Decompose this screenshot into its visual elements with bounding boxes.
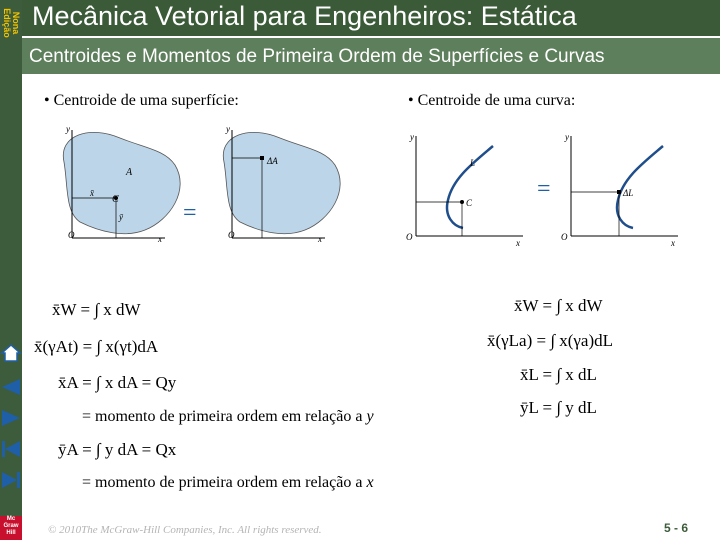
curve-shape-2 bbox=[617, 146, 663, 228]
area-shape-2 bbox=[223, 132, 340, 233]
note-3-var: y bbox=[366, 408, 374, 425]
fig2-da-label: ΔA bbox=[267, 156, 278, 166]
area-equation-4-note bbox=[82, 474, 374, 492]
curve-equals-sign: = bbox=[537, 176, 551, 202]
curve-equation-2: x̄(γLa) = ∫ x(γa)dL bbox=[487, 331, 614, 350]
edition-badge bbox=[0, 0, 22, 46]
slide-title: Mecânica Vetorial para Engenheiros: Estática bbox=[32, 1, 577, 31]
area-equation-4: ȳA = ∫ y dA = Qx bbox=[58, 440, 177, 459]
curve-fig2-x-label: x bbox=[671, 238, 675, 248]
curve-equation-3: x̄L = ∫ x dL bbox=[520, 365, 597, 384]
curve-fig2-o-label: O bbox=[561, 232, 568, 242]
slide-subtitle: Centroides e Momentos de Primeira Ordem de Superfícies e Curvas bbox=[29, 46, 605, 67]
curve-fig1-o-label: O bbox=[406, 232, 413, 242]
curve-fig1-c-label: C bbox=[466, 198, 473, 208]
fig1-xbar-label: x̄ bbox=[90, 188, 94, 198]
curve-fig1-l-label: L bbox=[470, 158, 476, 168]
curve-fig2-y-label: y bbox=[565, 132, 569, 142]
note-4-text: = momento de primeira ordem em relação a bbox=[82, 474, 363, 491]
curve-centroid-bullet: • Centroide de uma curva: bbox=[408, 92, 576, 109]
page-number: 5 - 6 bbox=[664, 521, 689, 535]
fig1-a-label: A bbox=[126, 167, 133, 178]
area-equation-1: x̄W = ∫ x dW bbox=[52, 300, 141, 319]
mcgraw-hill-logo: Mc Graw Hill bbox=[0, 516, 22, 540]
fig2-x-label: x bbox=[318, 234, 322, 244]
copyright-notice: © 2010The McGraw-Hill Companies, Inc. All rights reserved. bbox=[48, 524, 322, 536]
fig2-y-label: y bbox=[226, 124, 230, 134]
fig1-y-label: y bbox=[66, 124, 70, 134]
area-centroid-figure bbox=[50, 120, 350, 250]
fig1-x-label: x bbox=[158, 234, 162, 244]
area-equals-sign: = bbox=[183, 200, 197, 226]
curve-fig1-x-label: x bbox=[516, 238, 520, 248]
area-equation-3: x̄A = ∫ x dA = Qy bbox=[58, 373, 177, 392]
curve-centroid-point bbox=[460, 200, 464, 204]
previous-slide-icon[interactable] bbox=[0, 376, 22, 398]
slide-subheader bbox=[22, 38, 720, 74]
curve-equation-4: ȳL = ∫ y dL bbox=[520, 398, 597, 417]
first-slide-icon[interactable] bbox=[0, 438, 22, 460]
area-equation-3-note bbox=[82, 408, 374, 426]
fig1-ybar-label: ȳ bbox=[119, 212, 123, 222]
slide-header bbox=[22, 0, 720, 36]
fig1-o-label: O bbox=[68, 230, 75, 240]
area-equation-2: x̄(γAt) = ∫ x(γt)dA bbox=[34, 337, 159, 356]
area-element bbox=[260, 156, 264, 160]
curve-element bbox=[617, 190, 621, 194]
curve-fig2-dl-label: ΔL bbox=[623, 188, 634, 198]
last-slide-icon[interactable] bbox=[0, 469, 22, 491]
curve-centroid-figure bbox=[398, 128, 698, 250]
fig2-o-label: O bbox=[228, 230, 235, 240]
note-4-var: x bbox=[366, 474, 374, 491]
curve-fig1-y-label: y bbox=[410, 132, 414, 142]
home-icon[interactable] bbox=[0, 342, 22, 364]
note-3-text: = momento de primeira ordem em relação a bbox=[82, 408, 363, 425]
curve-equation-1: x̄W = ∫ x dW bbox=[514, 296, 603, 315]
next-slide-icon[interactable] bbox=[0, 407, 22, 429]
area-centroid-bullet: • Centroide de uma superfície: bbox=[44, 92, 239, 109]
fig1-c-label: C bbox=[112, 194, 119, 205]
edition-label: Nona Edição bbox=[2, 8, 21, 38]
